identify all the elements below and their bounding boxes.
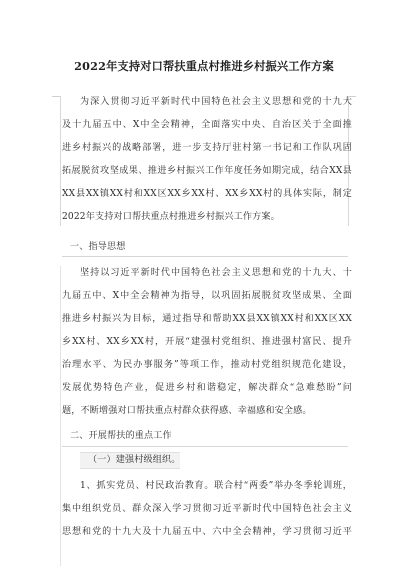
divider (62, 446, 348, 447)
section-heading: 一、指导思想 (70, 242, 126, 252)
paragraph-line: 治理水平、为民办事服务”等项工作，推动村党组织规范化建设， (62, 360, 352, 370)
paragraph-line: 2022年支持对口帮扶重点村推进乡村振兴工作方案。 (62, 212, 280, 222)
paragraph-line: 集中组织党员、群众深入学习贯彻习近平新时代中国特色社会主义 (62, 504, 352, 514)
margin-rule (60, 266, 61, 566)
paragraph-line: 思想和党的十九大及十九届五中、六中全会精神，学习贯彻习近平 (62, 527, 352, 537)
paragraph-line: 推进乡村振兴为目标，通过指导和帮助XX县XX镇XX村和XX区XX (62, 314, 352, 324)
paragraph-line: 为深入贯彻习近平新时代中国特色社会主义思想和党的十九大 (80, 97, 352, 107)
divider (62, 256, 348, 257)
paragraph-line: XX县XX镇XX村和XX区XX乡XX村、XX乡XX村的具体实际，制定 (62, 189, 352, 199)
margin-rule (348, 96, 349, 226)
margin-mark (52, 96, 60, 97)
paragraph-line: 1、抓实党员、村民政治教育。联合村“两委”举办冬季轮训班， (80, 481, 352, 491)
paragraph-line: 题，不断增强对口帮扶重点村群众获得感、幸福感和安全感。 (62, 406, 312, 416)
paragraph-line: 拓展脱贫攻坚成果、推进乡村振兴工作年度任务如期完成，结合XX县 (62, 166, 352, 176)
paragraph-line: 发展优势特色产业，促进乡村和谐稳定，解决群众“急难愁盼”问 (62, 383, 352, 393)
paragraph-line: 坚持以习近平新时代中国特色社会主义思想和党的十九大、十 (80, 268, 352, 278)
section-heading: 二、开展帮扶的重点工作 (70, 431, 172, 441)
paragraph-line: 九届五中、X中全会精神为指导，以巩固拓展脱贫攻坚成果、全面 (62, 291, 352, 301)
document-title: 2022年支持对口帮扶重点村推进乡村振兴工作方案 (74, 59, 334, 73)
paragraph-line: 进乡村振兴的战略部署，进一步支持厅驻村第一书记和工作队巩固 (62, 143, 352, 153)
paragraph-line: 乡XX村、XX乡XX村，开展“建强村党组织、推进强村富民、提升 (62, 337, 352, 347)
subsection-heading: （一）建强村级组织。 (88, 455, 181, 465)
paragraph-line: 及十九届五中、X中全会精神，全面落实中央、自治区关于全面推 (62, 120, 352, 130)
margin-rule (60, 96, 61, 226)
